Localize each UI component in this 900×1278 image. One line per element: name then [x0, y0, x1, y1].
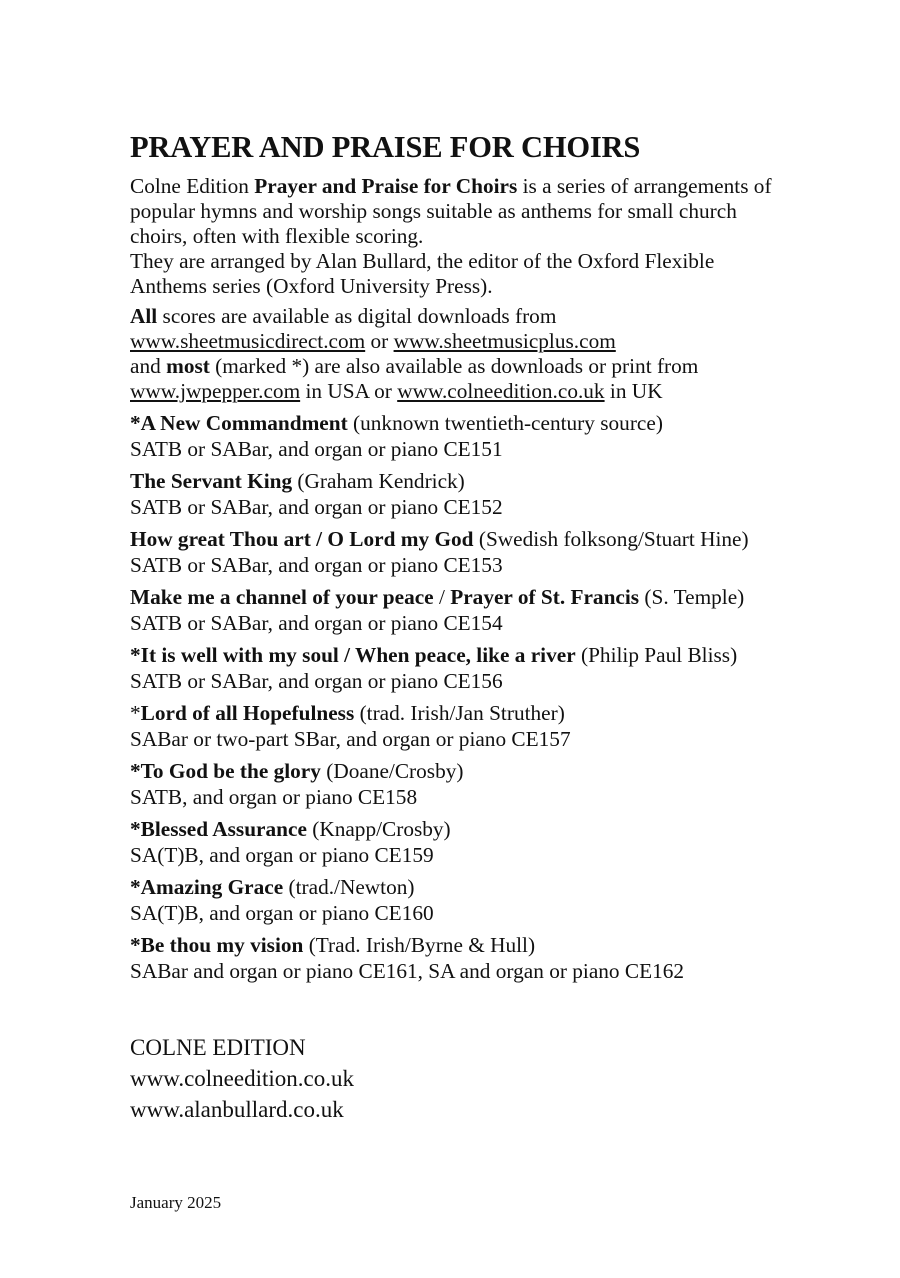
print-availability-marker: *: [130, 759, 141, 783]
anthem-scoring: SATB or SABar, and organ or piano CE151: [130, 436, 503, 461]
anthem-scoring: SATB or SABar, and organ or piano CE152: [130, 494, 503, 519]
usa-text: in USA or: [300, 379, 398, 403]
anthem-title: A New Commandment: [140, 411, 348, 435]
availability-line-4: [130, 379, 790, 404]
anthem-source: (S. Temple): [639, 585, 745, 609]
entry-title-line: [130, 527, 790, 553]
availability-section: [130, 304, 790, 404]
series-name: Prayer and Praise for Choirs: [254, 174, 518, 198]
list-item: [130, 469, 790, 520]
entry-title-line: [130, 585, 790, 611]
anthem-title: The Servant King: [130, 469, 293, 493]
most-text: (marked *) are also available as downloads or print from: [209, 354, 699, 378]
sheetmusicplus-link[interactable]: www.sheetmusicplus.com: [393, 329, 616, 353]
anthem-scoring: SABar or two-part SBar, and organ or piano CE157: [130, 726, 571, 751]
uk-text: in UK: [604, 379, 663, 403]
anthem-alt-title: Prayer of St. Francis: [450, 585, 640, 609]
anthem-title: How great Thou art / O Lord my God: [130, 527, 474, 551]
colneedition-link[interactable]: www.colneedition.co.uk: [397, 379, 605, 403]
list-item: [130, 701, 790, 752]
print-availability-marker: *: [130, 817, 141, 841]
website-alanbullard: www.alanbullard.co.uk: [130, 1097, 344, 1122]
availability-line-2: [130, 329, 790, 354]
anthem-source: (trad./Newton): [283, 875, 415, 899]
entry-title-line: [130, 817, 790, 843]
intro-section: [130, 174, 790, 299]
availability-line-1: [130, 304, 790, 329]
print-availability-marker: *: [130, 933, 141, 957]
list-item: [130, 817, 790, 868]
list-item: [130, 759, 790, 810]
anthem-scoring: SATB or SABar, and organ or piano CE153: [130, 552, 503, 577]
entry-title-line: [130, 701, 790, 727]
intro-paragraph: [130, 174, 790, 249]
anthem-title: It is well with my soul / When peace, like a river: [140, 643, 576, 667]
print-availability-marker: *: [130, 701, 141, 725]
entry-title-line: [130, 643, 790, 669]
entry-title-line: [130, 411, 790, 437]
anthem-source: (unknown twentieth-century source): [347, 411, 663, 435]
list-item: [130, 411, 790, 462]
entry-title-line: [130, 759, 790, 785]
anthem-source: (Doane/Crosby): [320, 759, 464, 783]
all-text: scores are available as digital downloads from: [157, 304, 557, 328]
anthem-scoring: SATB or SABar, and organ or piano CE156: [130, 668, 503, 693]
anthem-source: (Philip Paul Bliss): [575, 643, 738, 667]
arranger-paragraph: They are arranged by Alan Bullard, the editor of the Oxford Flexible Anthems series (Oxford University Press).: [130, 249, 715, 298]
anthem-source: (Trad. Irish/Byrne & Hull): [303, 933, 536, 957]
entries-list: [130, 411, 790, 984]
intro-text: Colne Edition: [130, 174, 255, 198]
page-title: PRAYER AND PRAISE FOR CHOIRS: [130, 130, 641, 164]
most-label: most: [166, 354, 210, 378]
anthem-title: Make me a channel of your peace: [130, 585, 434, 609]
anthem-scoring: SA(T)B, and organ or piano CE160: [130, 900, 434, 925]
anthem-source: (Knapp/Crosby): [306, 817, 451, 841]
print-availability-marker: *: [130, 643, 141, 667]
print-availability-marker: *: [130, 875, 141, 899]
and-text: and: [130, 354, 167, 378]
list-item: [130, 875, 790, 926]
anthem-title: To God be the glory: [140, 759, 321, 783]
website-colneedition: www.colneedition.co.uk: [130, 1066, 354, 1091]
entry-title-line: [130, 933, 790, 959]
document-body: [130, 128, 790, 991]
anthem-source: (trad. Irish/Jan Struther): [354, 701, 565, 725]
anthem-scoring: SABar and organ or piano CE161, SA and organ or piano CE162: [130, 958, 685, 983]
anthem-source: (Swedish folksong/Stuart Hine): [473, 527, 749, 551]
anthem-scoring: SA(T)B, and organ or piano CE159: [130, 842, 434, 867]
entry-title-line: [130, 875, 790, 901]
intro-text-cont: is a series of arrangements of popular hymns and worship songs suitable as anthems for small church choirs, often with flexible scoring.: [130, 174, 772, 248]
entry-title-line: [130, 469, 790, 495]
anthem-title: Lord of all Hopefulness: [140, 701, 355, 725]
anthem-source: (Graham Kendrick): [292, 469, 465, 493]
list-item: [130, 585, 790, 636]
list-item: [130, 527, 790, 578]
publisher-name: COLNE EDITION: [130, 1035, 306, 1060]
anthem-title: Blessed Assurance: [140, 817, 307, 841]
list-item: [130, 933, 790, 984]
all-label: All: [130, 304, 158, 328]
sheetmusicdirect-link[interactable]: www.sheetmusicdirect.com: [130, 329, 366, 353]
footer: [130, 1032, 354, 1125]
document-date: January 2025: [130, 1193, 222, 1212]
list-item: [130, 643, 790, 694]
anthem-title: Be thou my vision: [140, 933, 304, 957]
jwpepper-link[interactable]: www.jwpepper.com: [130, 379, 301, 403]
title-separator: /: [433, 585, 451, 609]
print-availability-marker: *: [130, 411, 141, 435]
anthem-title: Amazing Grace: [140, 875, 284, 899]
or-text: or: [365, 329, 394, 353]
availability-line-3: [130, 354, 790, 379]
anthem-scoring: SATB, and organ or piano CE158: [130, 784, 418, 809]
anthem-scoring: SATB or SABar, and organ or piano CE154: [130, 610, 503, 635]
